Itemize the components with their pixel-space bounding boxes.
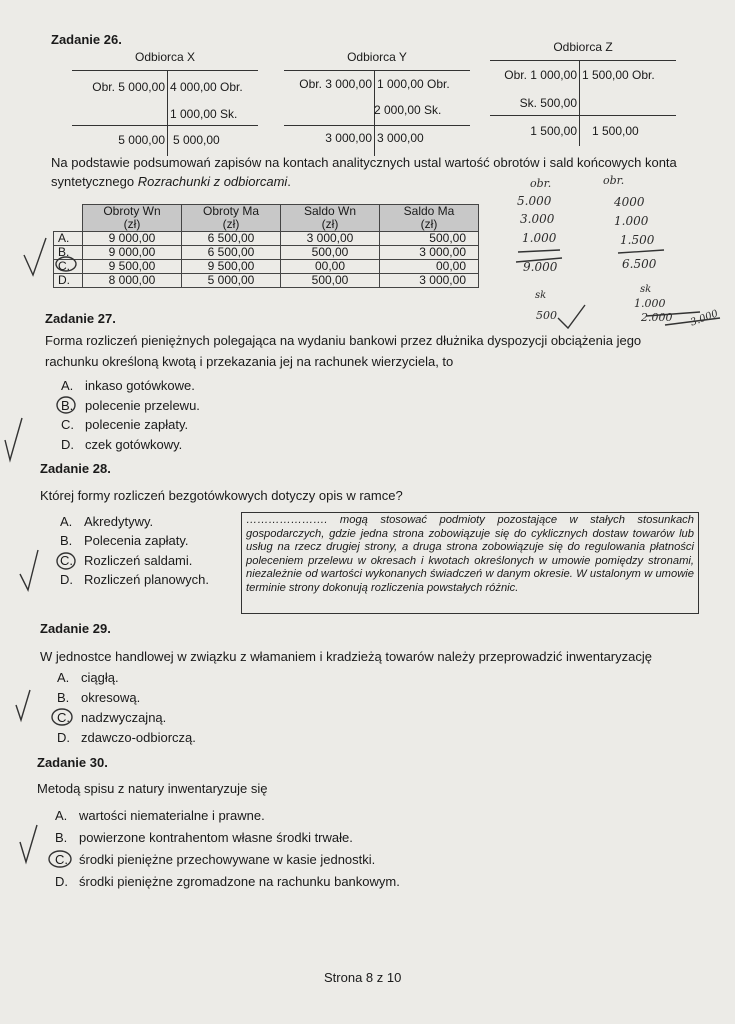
row-label: A.	[54, 232, 83, 246]
task-28-title: Zadanie 28.	[40, 461, 111, 476]
answer-circle-icon	[57, 553, 75, 569]
credit-entry: 1 000,00 Obr.	[377, 77, 450, 91]
table-row[interactable]: C. 9 500,00 9 500,00 00,00 00,00	[54, 260, 479, 274]
checkmark-icon	[5, 418, 22, 460]
answer-circle-icon	[57, 397, 75, 413]
task-26-title: Zadanie 26.	[51, 32, 122, 47]
debit-entry: Obr. 5 000,00	[92, 80, 165, 94]
answer-option-c[interactable]: C. środki pieniężne przechowywane w kasie jednostki.	[55, 852, 376, 867]
handwritten-note: sk	[535, 290, 547, 301]
task-29-title: Zadanie 29.	[40, 621, 111, 636]
answer-option-a[interactable]: A. Akredytywy.	[60, 514, 154, 529]
col-header: Saldo Ma (zł)	[380, 205, 479, 232]
checkmark-icon	[558, 305, 585, 328]
credit-entry: 1 500,00 Obr.	[582, 68, 655, 82]
task-30-question: Metodą spisu z natury inwentaryzuje się	[37, 781, 268, 796]
col-header: Obroty Wn (zł)	[83, 205, 182, 232]
debit-entry: Obr. 3 000,00	[299, 77, 372, 91]
checkmark-icon	[24, 238, 46, 275]
answer-option-d[interactable]: D. czek gotówkowy.	[61, 437, 183, 452]
answer-option-d[interactable]: D. środki pieniężne zgromadzone na rachunku bankowym.	[55, 874, 400, 889]
task-27-question-line2: rachunku określoną kwotą i przekazania jej na rachunek wierzyciela, to	[45, 354, 454, 369]
handwritten-note: 6.500	[622, 257, 657, 271]
handwritten-note: 500	[536, 309, 557, 322]
checkmark-icon	[20, 825, 37, 862]
handwritten-note: 1.500	[620, 233, 655, 247]
credit-total: 5 000,00	[173, 133, 220, 147]
answer-circle-icon	[56, 257, 76, 271]
debit-total: 5 000,00	[118, 133, 165, 147]
answer-option-b[interactable]: B. powierzone kontrahentom własne środki trwałe.	[55, 830, 353, 845]
answer-option-a[interactable]: A. ciągłą.	[57, 670, 119, 685]
checkmark-icon	[20, 550, 38, 590]
credit-total: 3 000,00	[377, 131, 424, 145]
account-name: Odbiorca X	[134, 50, 196, 64]
answer-option-d[interactable]: D. zdawczo-odbiorczą.	[57, 730, 196, 745]
task-27-question-line1: Forma rozliczeń pieniężnych polegająca na wydaniu bankowi przez dłużnika dyspozycji obciążenia jego	[45, 333, 642, 348]
answer-option-b[interactable]: B. Polecenia zapłaty.	[60, 533, 189, 548]
task-26-question-line2: syntetycznego Rozrachunki z odbiorcami.	[51, 174, 291, 189]
table-row[interactable]: D. 8 000,00 5 000,00 500,00 3 000,00	[54, 274, 479, 288]
handwritten-note: 1.000	[634, 297, 666, 310]
credit-entry: 4 000,00 Obr.	[170, 80, 243, 94]
handwritten-note: 5.000	[517, 194, 552, 208]
row-label: B.	[54, 246, 83, 260]
account-name: Odbiorca Z	[553, 40, 613, 54]
debit-entry: Obr. 1 000,00	[504, 68, 577, 82]
answer-option-a[interactable]: A. wartości niematerialne i prawne.	[55, 808, 265, 823]
task-27-title: Zadanie 27.	[45, 311, 116, 326]
answer-option-b[interactable]: B. okresową.	[57, 690, 141, 705]
col-header: Obroty Ma (zł)	[182, 205, 281, 232]
handwritten-note: 1.000	[522, 231, 557, 245]
answer-option-c[interactable]: C. nadzwyczajną.	[57, 710, 167, 725]
credit-total: 1 500,00	[592, 124, 639, 138]
answer-option-c[interactable]: C. Rozliczeń saldami.	[60, 553, 193, 568]
row-label: D.	[54, 274, 83, 288]
handwritten-note: 2.000	[641, 311, 673, 324]
answer-circle-icon	[49, 851, 71, 867]
handwritten-note: 4000	[614, 195, 645, 209]
handwritten-note: sk	[640, 284, 652, 295]
description-box: …………………. mogą stosować podmioty pozostające w stałych stosunkach gospodarczych, gdzie jedna strona zobowiązuje się do cyklicznych dostaw towarów lub usług na rzecz drugiej strony, a druga strona zobowiązuje się do regulowania płatności poleceniem przelewu w okresach i kwotach określonych w umowie pomiędzy stronami, niezależnie od wartości wykonanych świadczeń w danym okresie. W ustalonym w umowie terminie strony dokonują rozliczenia powstałych różnic.	[241, 512, 699, 614]
table-row[interactable]: B. 9 000,00 6 500,00 500,00 3 000,00	[54, 246, 479, 260]
page-number: Strona 8 z 10	[324, 970, 402, 985]
answer-option-b[interactable]: B. polecenie przelewu.	[61, 398, 200, 413]
debit-total: 3 000,00	[325, 131, 372, 145]
handwritten-note: obr.	[603, 174, 625, 187]
answer-option-d[interactable]: D. Rozliczeń planowych.	[60, 572, 210, 587]
answer-option-c[interactable]: C. polecenie zapłaty.	[61, 417, 189, 432]
handwritten-note: 1.000	[614, 214, 649, 228]
debit-total: 1 500,00	[530, 124, 577, 138]
handwritten-note: 9.000	[523, 260, 558, 274]
checkmark-icon	[16, 690, 30, 720]
row-label: C.	[54, 260, 83, 274]
task-28-question: Której formy rozliczeń bezgotówkowych dotyczy opis w ramce?	[40, 488, 403, 503]
handwritten-note: 3.000	[520, 212, 555, 226]
answer-circle-icon	[52, 709, 72, 725]
task-26-question-line1: Na podstawie podsumowań zapisów na kontach analitycznych ustal wartość obrotów i sald końcowych konta	[51, 155, 677, 170]
task-29-question: W jednostce handlowej w związku z włamaniem i kradzieżą towarów należy przeprowadzić inwentaryzację	[40, 649, 652, 664]
credit-entry: 1 000,00 Sk.	[170, 107, 238, 121]
table-row[interactable]: A. 9 000,00 6 500,00 3 000,00 500,00	[54, 232, 479, 246]
credit-entry: 2 000,00 Sk.	[374, 103, 442, 117]
task-30-title: Zadanie 30.	[37, 755, 108, 770]
debit-entry: Sk. 500,00	[519, 96, 577, 110]
col-header: Saldo Wn (zł)	[281, 205, 380, 232]
handwritten-note: 3.000	[688, 308, 720, 329]
account-name: Odbiorca Y	[347, 50, 407, 64]
handwritten-note: obr.	[530, 177, 552, 190]
answer-option-a[interactable]: A. inkaso gotówkowe.	[61, 378, 195, 393]
